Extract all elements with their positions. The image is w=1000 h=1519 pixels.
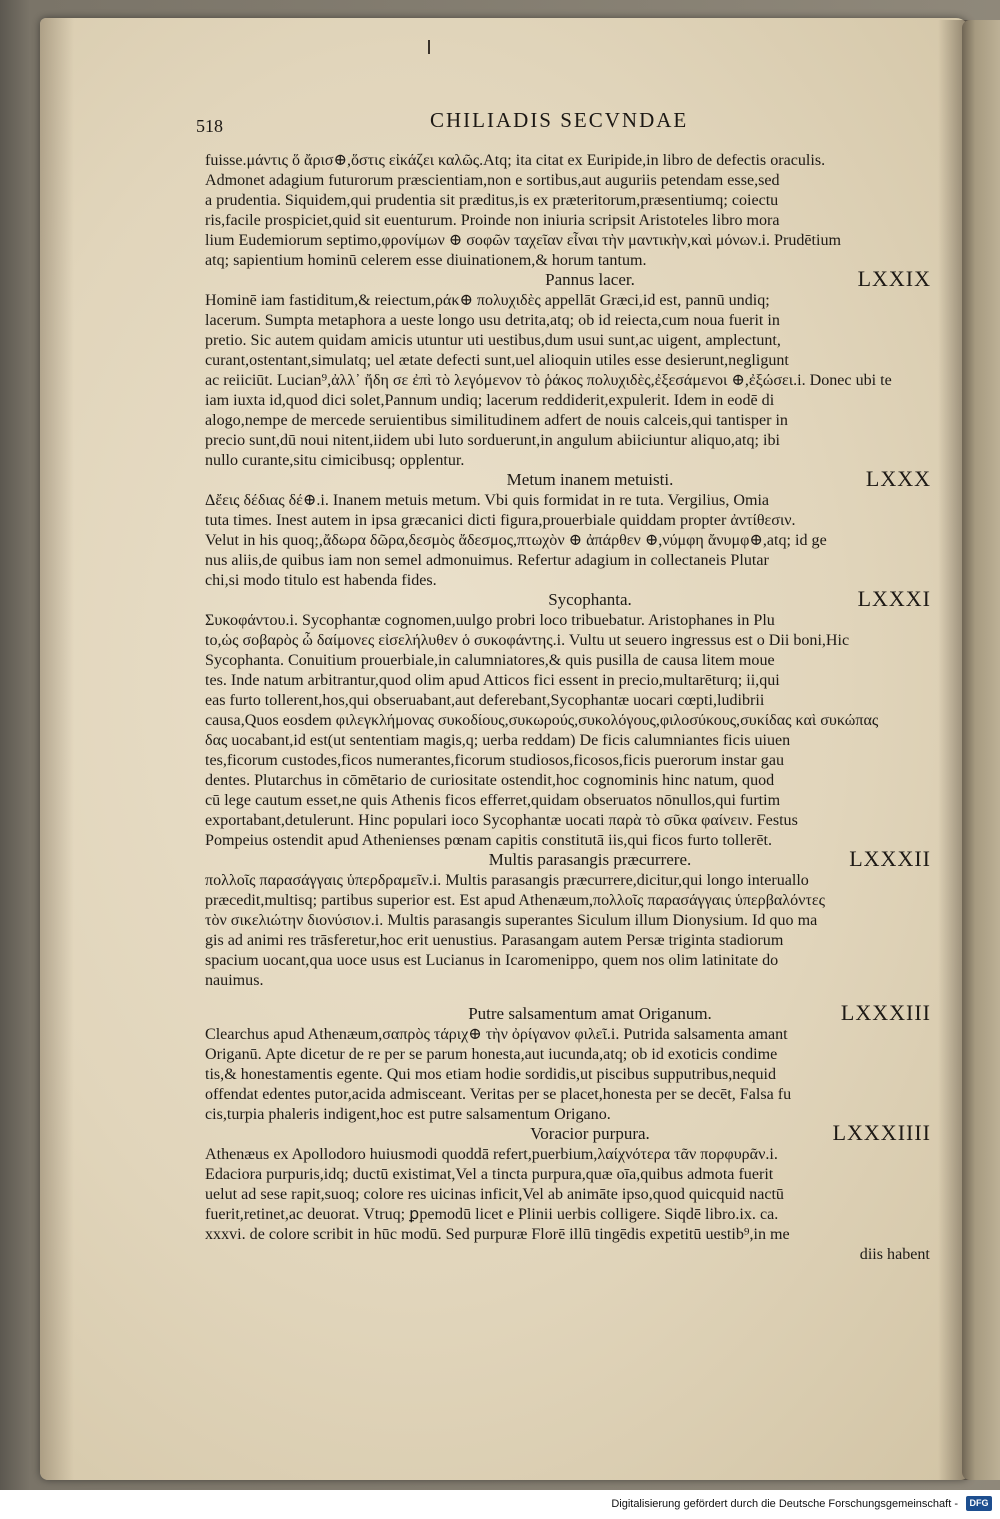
text-line: exportabant,detulerunt. Hinc populari ioco Sycophantæ uocati παρὰ τὸ σῦκα φαίνειν. Festus [205, 811, 798, 829]
text-line: δας uocabant,id est(ut sententiam magis,q; uerba reddam) De ficis calumniantes ficis uiuen [205, 731, 791, 749]
text-line: atq; sapientium hominū celerem esse diuinationem,& horum tantum. [205, 251, 647, 269]
adage-numeral: LXXX [865, 466, 931, 491]
text-line: tis,& honestamentis egente. Qui mos etiam hodie sordidis,ut piscibus supputribus,nequid [205, 1065, 777, 1083]
adage-numeral: LXXXIII [840, 1000, 931, 1025]
text-line: Origanū. Apte dicetur de re per se parum honesta,aut iucunda,atq; ob id exoticis condime [205, 1045, 778, 1063]
adage-title: Voracior purpura. [530, 1124, 650, 1143]
text-line: spacium uocant,qua uoce usus est Lucianus in Icaromenippo, quem nos olim latinitate do [205, 951, 779, 969]
text-line: nauimus. [205, 971, 264, 989]
text-line: Pompeius ostendit apud Athenienses pœnam capitis constitutā iis,qui ficos furto tollerēt. [205, 831, 772, 849]
adage-title: Putre salsamentum amat Origanum. [468, 1004, 712, 1023]
text-line: nus aliis,de quibus iam non semel admonuimus. Refertur adagium in collectaneis Plutar [205, 551, 769, 569]
text-line: diis habent [859, 1245, 930, 1263]
digitization-footer [0, 1490, 1000, 1519]
adage-title: Pannus lacer. [545, 270, 635, 289]
paragraph-body [205, 290, 935, 470]
text-line: ac reiiciūt. Lucian⁹,ἀλλ᾽ ἤδη σε ἐπὶ τὸ λεγόμενον τὸ ῥάκος πολυχιδὲς,ἐξεσάμενοι ⊕,ἐξώσει.i. Donec ubi te [205, 371, 892, 389]
text-line: Velut in his quoq;,ἄδωρα δῶρα,δεσμὸς ἄδεσμος,πτωχὸν ⊕ ἀπάρθεν ⊕,νύμφη ἄνυμφ⊕,atq; id ge [205, 531, 827, 549]
text-line: lium Eudemiorum septimo,φρονίμων ⊕ σοφῶν ταχεῖαν εἶναι τὴν μαντικὴν,καὶ μόνων.i. Prudētium [205, 231, 842, 249]
page-number: 518 [196, 116, 223, 136]
paragraph-body [205, 490, 935, 590]
adage-title: Sycophanta. [548, 590, 632, 609]
text-line: τὸν σικελιώτην διονύσιον.i. Multis parasangis superantes Siculum illum Dionysium. Id quo ma [205, 911, 818, 929]
paragraph-body [205, 610, 935, 850]
dfg-logo: DFG [966, 1496, 992, 1511]
text-line: pretio. Sic autem quidam amicis utuntur uti uestibus,dum usui sunt,ac uigent, amplectunt, [205, 331, 781, 349]
text-line: Athenæus ex Apollodoro huiusmodi quoddā refert,puerbium,λαίχνότερα τᾶν πορφυρᾶν.i. [205, 1145, 778, 1163]
text-line: Admonet adagium futurorum præscientiam,non e sortibus,aut auguriis petendam esse,sed [205, 171, 780, 189]
paragraph-body [205, 1024, 935, 1124]
text-line: tes,ficorum custodes,ficos numerantes,ficorum studiosos,ficosos,ficis puerorum instar gau [205, 751, 784, 769]
text-line: alogo,nempe de mercede seruientibus similitudinem adfert de nouis calceis,qui tantisper in [205, 411, 788, 429]
adage-entry [205, 1120, 935, 1264]
paragraph-body [205, 150, 935, 270]
adage-numeral: LXXXIIII [832, 1120, 931, 1145]
text-line: a prudentia. Siquidem,qui prudentia sit præditus,is ex præteritorum,præsentiumq; coiectu [205, 191, 779, 209]
adage-title: Multis parasangis præcurrere. [488, 850, 692, 869]
text-line: cū lege cautum esset,ne quis Athenis ficos efferret,quidam obseruatos nōnullos,qui furtim [205, 791, 781, 809]
adage-title: Metum inanem metuisti. [506, 470, 674, 489]
text-line: uelut ad sese rapit,suoq; colore res uicinas inficit,Vel ab animāte ipso,quod quicquid nactū [205, 1185, 784, 1203]
text-line: fuisse.μάντις ὅ ἄρισ⊕,ὅστις εἰκάζει καλῶς.Atq; ita citat ex Euripide,in libro de defectis oraculis. [205, 151, 826, 169]
text-line: Clearchus apud Athenæum,σαπρὸς τάριχ⊕ τὴν ὀρίγανον φιλεῖ.i. Putrida salsamenta amant [205, 1025, 788, 1043]
ink-mark [428, 40, 430, 54]
text-line: cis,turpia phaleris indigent,hoc est putre salsamentum Origano. [205, 1105, 611, 1123]
text-line: tuta times. Inest autem in ipsa græcanici dicti figura,prouerbiale quiddam propter ἀντίθεσιν. [205, 511, 796, 529]
text-line: præcedit,multisq; partibus superior est. Est apud Athenæum,πολλοῖς παρασάγγαις ὑπερβαλόντες [205, 891, 825, 909]
adage-numeral: LXXXII [849, 846, 931, 871]
text-line: nullo curante,situ cimicibusq; opplentur. [205, 451, 465, 469]
text-line: precio sunt,dū noui nitent,iidem ubi luto sorduerunt,in angulum abiiciuntur aliquo,atq; ibi [205, 431, 781, 449]
text-line: causa,Quos eosdem φιλεγκλήμονας συκοδίους,συκωρούς,συκολόγους,φιλοσύκους,συκίδας καὶ συκώπας [205, 711, 879, 729]
text-line: chi,si modo titulo est habenda fides. [205, 571, 437, 589]
adage-numeral: LXXXI [857, 586, 931, 611]
text-line: lacerum. Sumpta metaphora a ueste longo usu detrita,atq; ob id reiecta,cum noua fuerit in [205, 311, 780, 329]
adage-entry [205, 266, 935, 470]
adage-entry [205, 466, 935, 590]
text-line: offendat edentes putor,acida admisceant. Veritas per se placet,honesta per se decēt, Falsa fu [205, 1085, 792, 1103]
text-line: Δἔεις δέδιας δέ⊕.i. Inanem metuis metum. Vbi quis formidat in re tuta. Vergilius, Omia [205, 491, 770, 509]
paragraph-body [205, 870, 935, 990]
text-line: iam iuxta id,quod dici solet,Pannum undiq; lacerum reddiderit,expulerit. Idem in eodē di [205, 391, 775, 409]
adage-entry [205, 586, 935, 850]
text-line: Hominē iam fastiditum,& reiectum,ράκ⊕ πολυχιδὲς appellāt Græci,id est, pannū undiq; [205, 291, 770, 309]
intro-paragraph [205, 150, 935, 270]
text-line: eas furto tollerent,hos,qui obseruabant,aut deferebant,Sycophantæ uocari cœpti,ludibrii [205, 691, 765, 709]
main-text-column [205, 150, 935, 1264]
running-head: CHILIADIS SECVNDAE [430, 108, 689, 132]
adage-numeral: LXXIX [857, 266, 931, 291]
text-line: to,ὡς σοβαρὸς ὦ δαίμονες εἰσελήλυθεν ὁ συκοφάντης.i. Vultu ut seuero ingressus est o Dii boni,Hic [205, 631, 850, 649]
text-line: Συκοφάντου.i. Sycophantæ cognomen,uulgo probri loco tribuebatur. Aristophanes in Plu [205, 611, 775, 629]
facing-page-edge [962, 20, 1000, 1480]
text-line: fuerit,retinet,ac deuorat. Vtruq; ꝑpemodū licet e Plinii uerbis colligere. Siqdē libro.ix. ca. [205, 1205, 779, 1223]
adage-entry [205, 846, 935, 990]
text-line: Sycophanta. Conuitium prouerbiale,in calumniatores,& quis pusilla de causa litem moue [205, 651, 775, 669]
text-line: πολλοῖς παρασάγγαις ὑπερδραμεῖν.i. Multis parasangis præcurrere,dicitur,qui longo interuallo [205, 871, 809, 889]
text-line: Edaciora purpuris,idq; ductū existimat,Vel a tincta purpura,quæ oīa,quibus admota fuerit [205, 1165, 774, 1183]
adage-entry [205, 1000, 935, 1124]
text-line: tes. Inde natum arbitrantur,quod olim apud Atticos fici essent in precio,multarēturq; ii,qui [205, 671, 780, 689]
text-line: dentes. Plutarchus in cōmētario de curiositate ostendit,hoc cognominis hinc natum, quod [205, 771, 775, 789]
funding-notice: Digitalisierung gefördert durch die Deutsche Forschungsgemeinschaft - [611, 1498, 958, 1510]
text-line: curant,ostentant,simulatq; uel ætate defecti sunt,uel alioquin utiles esse desierunt,negligunt [205, 351, 789, 369]
paragraph-body [205, 1144, 935, 1264]
text-line: xxxvi. de colore scribit in hūc modū. Sed purpuræ Florē illū tingēdis expetitū uestib⁹,in me [205, 1225, 790, 1243]
text-line: ris,facile prospiciet,quid sit euenturum. Proinde non iniuria scripsit Aristoteles libro mora [205, 211, 780, 229]
text-line: gis ad animi res trāsferetur,hoc erit uenustius. Parasangam autem Persæ triginta stadiorum [205, 931, 784, 949]
